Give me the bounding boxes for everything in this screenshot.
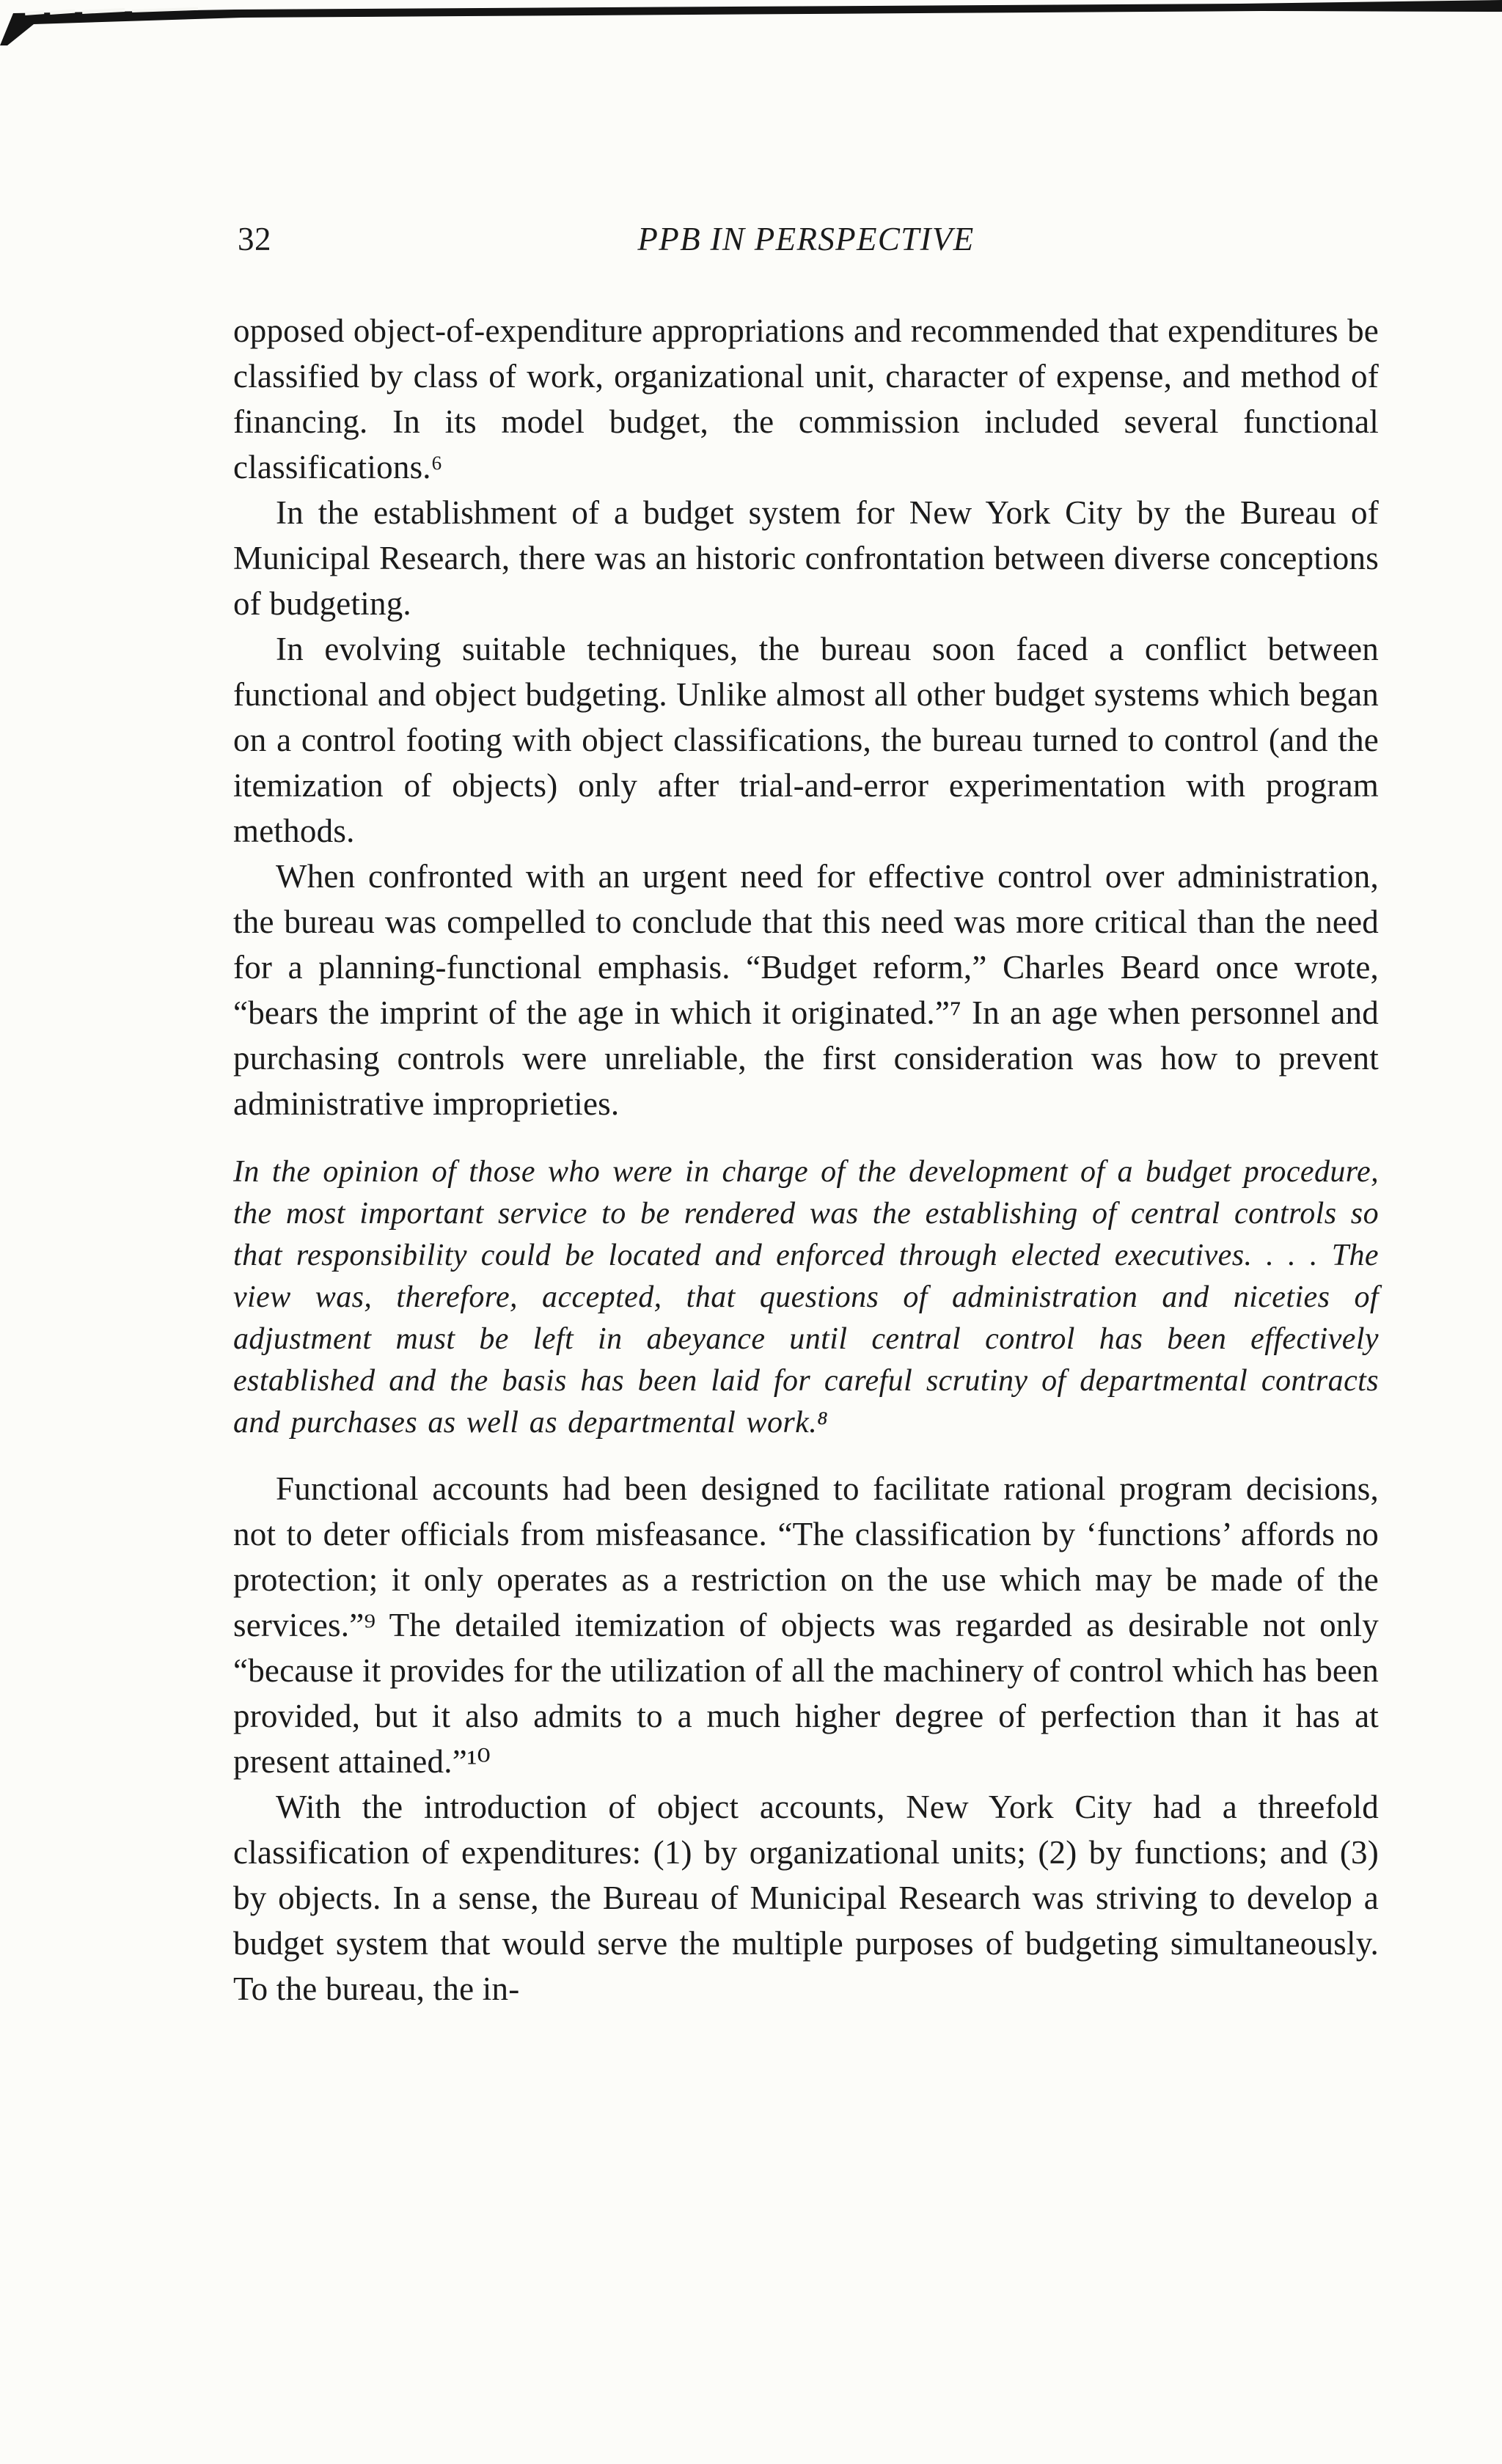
paragraph: In the establishment of a budget system for New York City by the Bureau of Municipal Research, there was an historic confrontation between diverse conceptions of budgeting. (233, 494, 1379, 622)
paragraph: opposed object-of-expenditure appropriations and recommended that expenditures be classified by class of work, organizational unit, character of expense, and method of financing. In its model budget, the commission included several functional classifications.⁶ (233, 312, 1379, 485)
scan-edge-artifact (0, 0, 1502, 59)
block-quote: In the opinion of those who were in charge of the development of a budget procedure, the most important service to be rendered was the establishing of central controls so that responsibility could be located and enforced through elected executives. . . . The view was, therefore, accepted, that questions of administration and niceties of adjustment must be left in abeyance until central control has been effectively established and the basis has been laid for careful scrutiny of departmental contracts and purchases as well as departmental work.⁸ (233, 1155, 1379, 1440)
running-head (233, 220, 1379, 265)
paragraph: Functional accounts had been designed to facilitate rational program decisions, not to deter officials from misfeasance. “The classification by ‘functions’ affords no protection; it only operates as a restriction on the use which may be made of the services.”⁹ The detailed itemization of objects was regarded as desirable not only “because it provides for the utilization of all the machinery of control which has been provided, but it also admits to a much higher degree of perfection than it has at present attained.”¹⁰ (233, 1470, 1379, 1780)
page-body (233, 308, 1379, 2012)
running-header-title: PPB IN PERSPECTIVE (637, 221, 975, 257)
paragraph: When confronted with an urgent need for effective control over administration, the bureau was compelled to conclude that this need was more critical than the need for a planning-functional emphasis. “Budget reform,” Charles Beard once wrote, “bears the imprint of the age in which it originated.”⁷ In an age when personnel and purchasing controls were unreliable, the first consideration was how to prevent administrative improprieties. (233, 858, 1379, 1122)
paragraph: In evolving suitable techniques, the bureau soon faced a conflict between functional and object budgeting. Unlike almost all other budget systems which began on a control footing with object classifications, the bureau turned to control (and the itemization of objects) only after trial-and-error experimentation with program methods. (233, 631, 1379, 849)
paragraph: With the introduction of object accounts, New York City had a threefold classification of expenditures: (1) by organizational units; (2) by functions; and (3) by objects. In a sense, the Bureau of Municipal Research was striving to develop a budget system that would serve the multiple purposes of budgeting simultaneously. To the bureau, the in- (233, 1789, 1379, 2007)
text-column (233, 220, 1379, 2012)
page-number: 32 (238, 221, 271, 257)
